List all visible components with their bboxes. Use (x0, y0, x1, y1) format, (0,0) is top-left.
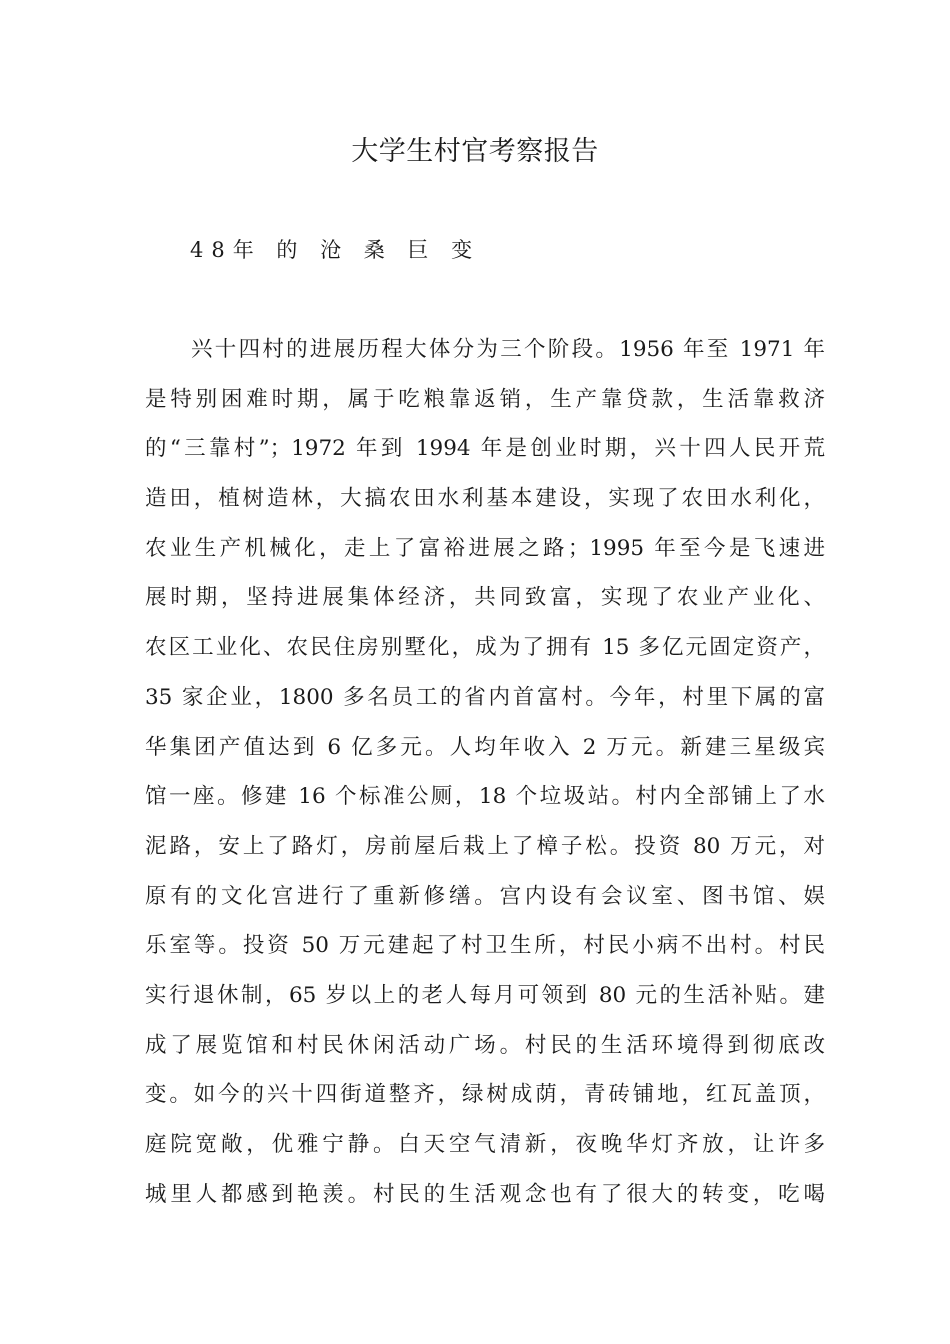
paragraph-line: 农业生产机械化，走上了富裕进展之路；1995 年至今是飞速进 (145, 535, 825, 561)
body-paragraph (145, 333, 825, 1227)
paragraph-line: 乐室等。投资 50 万元建起了村卫生所，村民小病不出村。村民 (145, 933, 825, 959)
document-title: 大学生村官考察报告 (351, 136, 599, 167)
paragraph-line: 兴十四村的进展历程大体分为三个阶段。1956 年至 1971 年 (191, 337, 825, 362)
paragraph-line: 的“三靠村”；1972 年到 1994 年是创业时期，兴十四人民开荒 (145, 436, 825, 462)
paragraph-line: 农区工业化、农民住房别墅化，成为了拥有 15 多亿元固定资产， (145, 635, 825, 661)
paragraph-line: 原有的文化宫进行了重新修缮。宫内设有会议室、图书馆、娱 (145, 883, 825, 909)
paragraph-line: 35 家企业，1800 多名员工的省内首富村。今年，村里下属的富 (145, 684, 825, 710)
paragraph-line: 是特别困难时期，属于吃粮靠返销，生产靠贷款，生活靠救济 (145, 386, 825, 412)
paragraph-line: 变。如今的兴十四街道整齐，绿树成荫，青砖铺地，红瓦盖顶， (145, 1082, 825, 1108)
paragraph-line: 馆一座。修建 16 个标准公厕，18 个垃圾站。村内全部铺上了水 (145, 784, 825, 810)
paragraph-line: 庭院宽敞，优雅宁静。白天空气清新，夜晚华灯齐放，让许多 (145, 1132, 825, 1157)
paragraph-line: 成了展览馆和村民休闲活动广场。村民的生活环境得到彻底改 (145, 1032, 825, 1058)
paragraph-line: 华集团产值达到 6 亿多元。人均年收入 2 万元。新建三星级宾 (145, 734, 825, 760)
paragraph-line: 城里人都感到艳羡。村民的生活观念也有了很大的转变，吃喝 (145, 1181, 825, 1207)
paragraph-line: 造田，植树造林，大搞农田水利基本建设，实现了农田水利化， (145, 486, 825, 512)
paragraph-line: 展时期，坚持进展集体经济，共同致富，实现了农业产业化、 (145, 585, 825, 611)
paragraph-line: 实行退休制，65 岁以上的老人每月可领到 80 元的生活补贴。建 (145, 982, 825, 1008)
section-heading: 48年 的 沧 桑 巨 变 (190, 238, 481, 262)
paragraph-line: 泥路，安上了路灯，房前屋后栽上了樟子松。投资 80 万元，对 (145, 833, 825, 859)
